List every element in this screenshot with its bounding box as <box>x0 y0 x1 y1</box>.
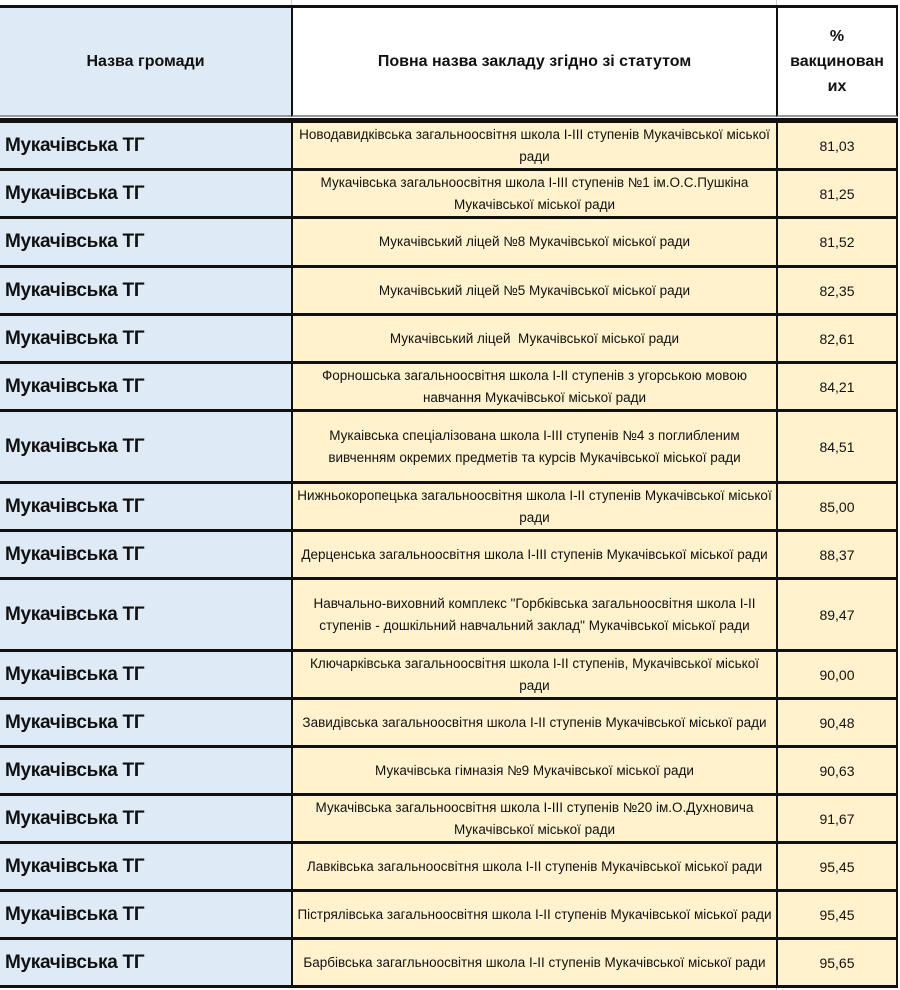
table-row <box>0 361 898 409</box>
institution-cell: Форношська загальноосвітня школа І-ІІ ступенів з угорською мовою навчання Мукачівської міської ради <box>291 364 776 409</box>
institution-cell: Навчально-виховний комплекс "Горбківська загальноосвітня школа І-ІІ ступенів - дошкільний навчальний заклад" Мукачівської міської ради <box>291 580 776 649</box>
institution-cell: Нижньокоропецька загальноосвітня школа І-ІІ ступенів Мукачівської міської ради <box>291 484 776 529</box>
header-percent-line2: вакцинован <box>790 53 884 70</box>
community-cell: Мукачівська ТГ <box>0 532 291 577</box>
vaccination-table <box>0 5 898 985</box>
table-row <box>0 889 898 937</box>
header-percent-line1: % <box>829 28 845 45</box>
percent-cell: 82,61 <box>776 316 898 361</box>
table-row <box>0 409 898 481</box>
institution-cell: Новодавидківська загальноосвітня школа І-ІІІ ступенів Мукачівської міської ради <box>291 123 776 168</box>
table-row <box>0 168 898 216</box>
percent-cell: 95,45 <box>776 844 898 889</box>
header-institution-label: Повна назва закладу згідно зі статутом <box>377 52 692 70</box>
community-cell: Мукачівська ТГ <box>0 316 291 361</box>
percent-cell: 81,25 <box>776 171 898 216</box>
institution-cell: Ключарківська загальноосвітня школа І-ІІ ступенів, Мукачівської міської ради <box>291 652 776 697</box>
header-community-label: Назва громади <box>86 52 205 70</box>
community-cell: Мукачівська ТГ <box>0 219 291 265</box>
community-cell: Мукачівська ТГ <box>0 844 291 889</box>
percent-cell: 91,67 <box>776 796 898 841</box>
institution-cell: Мукаівська спеціалізована школа І-ІІІ ступенів №4 з поглибленим вивченням окремих предметів та курсів Мукачівської міської ради <box>291 412 776 481</box>
table-row <box>0 577 898 649</box>
table-row <box>0 481 898 529</box>
table-row <box>0 841 898 889</box>
percent-cell: 81,03 <box>776 123 898 168</box>
table-row <box>0 120 898 168</box>
header-community <box>0 5 291 117</box>
table-row <box>0 216 898 265</box>
institution-cell: Барбівська загагльноосвітня школа І-ІІ ступенів Мукачівської міської ради <box>291 940 776 985</box>
table-row <box>0 313 898 361</box>
percent-cell: 88,37 <box>776 532 898 577</box>
institution-cell: Пістрялівська загальноосвітня школа І-ІІ ступенів Мукачівської міської ради <box>291 892 776 937</box>
percent-cell: 85,00 <box>776 484 898 529</box>
institution-cell: Лавківська загальноосвітня школа І-ІІ ступенів Мукачівської міської ради <box>291 844 776 889</box>
community-cell: Мукачівська ТГ <box>0 892 291 937</box>
community-cell: Мукачівська ТГ <box>0 748 291 793</box>
table-row <box>0 265 898 313</box>
community-cell: Мукачівська ТГ <box>0 796 291 841</box>
institution-cell: Мукачівський ліцей №5 Мукачівської міської ради <box>291 268 776 313</box>
community-cell: Мукачівська ТГ <box>0 484 291 529</box>
percent-cell: 90,63 <box>776 748 898 793</box>
table-row <box>0 529 898 577</box>
table-row <box>0 937 898 988</box>
community-cell: Мукачівська ТГ <box>0 652 291 697</box>
header-percent <box>776 5 898 117</box>
percent-cell: 95,65 <box>776 940 898 985</box>
community-cell: Мукачівська ТГ <box>0 364 291 409</box>
table-row <box>0 745 898 793</box>
institution-cell: Мукачівська загальноосвітня школа І-ІІІ ступенів №1 ім.О.С.Пушкіна Мукачівської міської ради <box>291 171 776 216</box>
institution-cell: Мукачівська загальноосвітня школа І-ІІІ ступенів №20 ім.О.Духновича Мукачівської міської ради <box>291 796 776 841</box>
community-cell: Мукачівська ТГ <box>0 412 291 481</box>
percent-cell: 84,51 <box>776 412 898 481</box>
table-row <box>0 793 898 841</box>
institution-cell: Дерценська загальноосвітня школа І-ІІІ ступенів Мукачівської міської ради <box>291 532 776 577</box>
institution-cell: Завидівська загальноосвітня школа І-ІІ ступенів Мукачівської міської ради <box>291 700 776 745</box>
institution-cell: Мукачівська гімназія №9 Мукачівської міської ради <box>291 748 776 793</box>
percent-cell: 84,21 <box>776 364 898 409</box>
percent-cell: 90,00 <box>776 652 898 697</box>
community-cell: Мукачівська ТГ <box>0 580 291 649</box>
institution-cell: Мукачівський ліцей №8 Мукачівської міської ради <box>291 219 776 265</box>
percent-cell: 95,45 <box>776 892 898 937</box>
community-cell: Мукачівська ТГ <box>0 940 291 985</box>
table-row <box>0 697 898 745</box>
percent-cell: 90,48 <box>776 700 898 745</box>
community-cell: Мукачівська ТГ <box>0 268 291 313</box>
community-cell: Мукачівська ТГ <box>0 700 291 745</box>
header-institution <box>291 5 776 117</box>
community-cell: Мукачівська ТГ <box>0 171 291 216</box>
header-percent-line3: их <box>827 78 847 95</box>
institution-cell: Мукачівський ліцей Мукачівської міської ради <box>291 316 776 361</box>
table-row <box>0 649 898 697</box>
percent-cell: 82,35 <box>776 268 898 313</box>
percent-cell: 81,52 <box>776 219 898 265</box>
community-cell: Мукачівська ТГ <box>0 123 291 168</box>
percent-cell: 89,47 <box>776 580 898 649</box>
